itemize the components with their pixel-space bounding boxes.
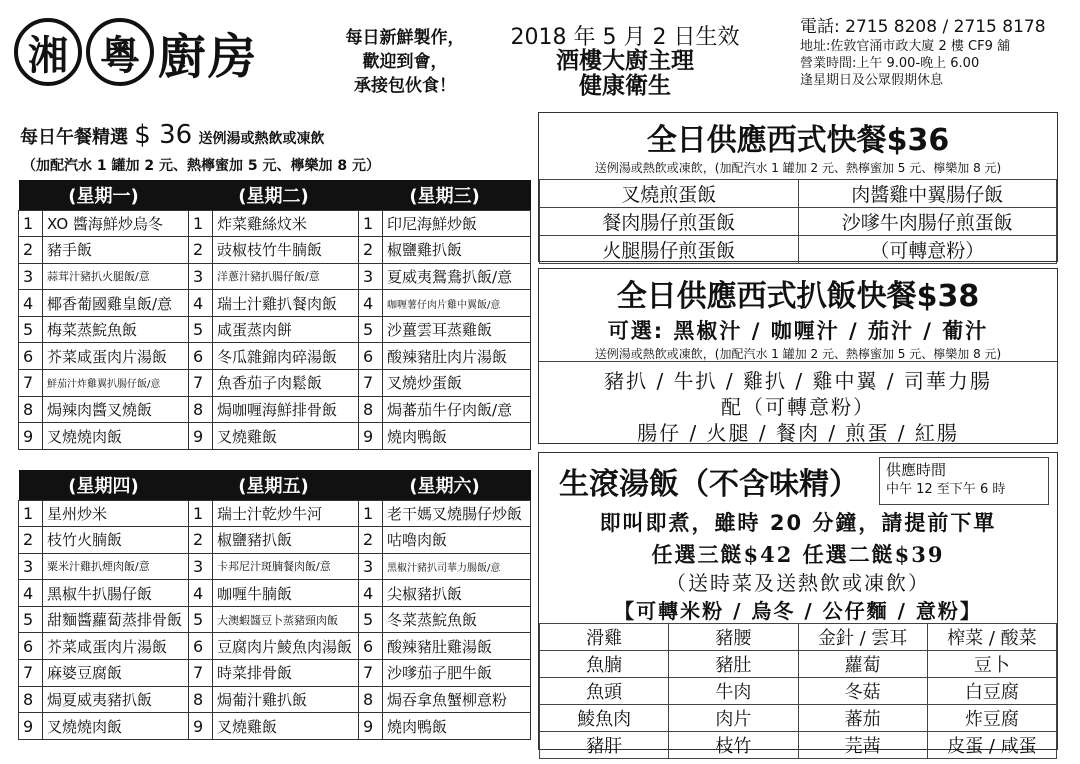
dish-name: 炸菜雞絲炆米 <box>213 210 359 237</box>
dish-number: 9 <box>189 423 213 450</box>
address: 地址:佐敦官涌市政大廈 2 樓 CF9 舖 <box>800 39 1011 54</box>
table-row <box>540 732 1057 759</box>
dish-name: 甜麵醬蘿蔔蒸排骨飯 <box>43 606 189 633</box>
day-header: (星期三) <box>359 180 531 210</box>
dish-number: 9 <box>19 713 43 740</box>
table-row <box>19 370 531 397</box>
menu-item: 滑雞 <box>540 624 669 651</box>
dish-number: 9 <box>189 713 213 740</box>
dish-name: 魚香茄子肉鬆飯 <box>213 370 359 397</box>
menu-item: 肉片 <box>669 705 798 732</box>
dish-name: 咸蛋蒸肉餅 <box>213 316 359 343</box>
dish-number: 6 <box>359 343 383 370</box>
dish-number: 4 <box>359 580 383 607</box>
dish-name: 黑椒牛扒腸仔飯 <box>43 580 189 607</box>
dish-name: 叉燒雞飯 <box>213 423 359 450</box>
steak-title: 全日供應西式扒飯快餐$38 <box>616 279 980 314</box>
menu-item: 火腿腸仔煎蛋飯 <box>540 236 799 264</box>
menu-item: 豬肚 <box>669 651 798 678</box>
dish-name: 酸辣豬肚雞湯飯 <box>383 633 531 660</box>
dish-name: 咕嚕肉飯 <box>383 527 531 554</box>
dish-name: 焗葡汁雞扒飯 <box>213 686 359 713</box>
menu-item: 肉醬雞中翼腸仔飯 <box>798 180 1057 208</box>
lunch-title-text: 每日午餐精選 <box>20 127 128 148</box>
dish-number: 4 <box>19 580 43 607</box>
soup-items-grid <box>539 623 1057 759</box>
dish-name: 星州炒米 <box>43 500 189 527</box>
table-row <box>540 208 1057 236</box>
dish-name: 叉燒炒蛋飯 <box>383 370 531 397</box>
dish-name: 夏威夷鴛鴦扒飯/意 <box>383 263 531 290</box>
divider <box>539 361 1057 362</box>
dish-number: 4 <box>359 290 383 317</box>
weekday-menu-table-thu-sat <box>18 470 531 740</box>
table-row <box>19 343 531 370</box>
dish-name: 焗蕃茄牛仔肉飯/意 <box>383 396 531 423</box>
menu-item: 餐肉腸仔煎蛋飯 <box>540 208 799 236</box>
dish-number: 4 <box>189 290 213 317</box>
lunch-title <box>20 120 324 150</box>
dish-number: 1 <box>359 210 383 237</box>
hygiene-line: 健康衛生 <box>579 72 671 99</box>
dish-number: 4 <box>19 290 43 317</box>
dish-number: 5 <box>189 606 213 633</box>
dish-number: 9 <box>359 423 383 450</box>
table-row <box>19 553 531 580</box>
table-row <box>540 624 1057 651</box>
phone-numbers: 電話: 2715 8208 / 2715 8178 <box>800 17 1046 37</box>
dish-name: 時菜排骨飯 <box>213 660 359 687</box>
dish-name: 粟米汁雞扒煙肉飯/意 <box>43 553 189 580</box>
dish-name: 燒肉鴨飯 <box>383 713 531 740</box>
dish-number: 7 <box>359 660 383 687</box>
table-row <box>19 237 531 264</box>
dish-number: 9 <box>359 713 383 740</box>
steak-note: 送例湯或熱飲或凍飲，(加配汽水 1 罐加 2 元、熱檸蜜加 5 元、檸樂加 8 元) <box>594 347 1002 361</box>
table-row <box>19 633 531 660</box>
dish-name: 枝竹火腩飯 <box>43 527 189 554</box>
dish-number: 7 <box>189 370 213 397</box>
table-row <box>540 651 1057 678</box>
dish-number: 3 <box>189 553 213 580</box>
dish-name: 咖喱薯仔肉片雞中翼飯/意 <box>383 290 531 317</box>
menu-item: 魚頭 <box>540 678 669 705</box>
dish-number: 2 <box>189 527 213 554</box>
steak-sauce-options: 可選: 黑椒汁 / 咖喱汁 / 茄汁 / 葡汁 <box>607 319 989 343</box>
logo-text: 廚房 <box>158 28 259 85</box>
service-time-value: 中午 12 至下午 6 時 <box>886 482 1006 497</box>
table-row <box>19 686 531 713</box>
dish-name: 豬手飯 <box>43 237 189 264</box>
table-row <box>540 705 1057 732</box>
dish-name: 瑞士汁雞扒餐肉飯 <box>213 290 359 317</box>
dish-number: 6 <box>359 633 383 660</box>
dish-name: 冬瓜雜錦肉碎湯飯 <box>213 343 359 370</box>
slogan <box>330 26 480 98</box>
dish-name: 老干媽叉燒腸仔炒飯 <box>383 500 531 527</box>
dish-number: 4 <box>189 580 213 607</box>
dish-name: 卡邦尼汁斑腩餐肉飯/意 <box>213 553 359 580</box>
dish-number: 1 <box>189 210 213 237</box>
dish-number: 7 <box>359 370 383 397</box>
dish-name: 椰香葡國雞皇飯/意 <box>43 290 189 317</box>
noodle-options: 【可轉米粉 / 烏冬 / 公仔麵 / 意粉】 <box>614 599 982 623</box>
dish-name: 燒肉鴨飯 <box>383 423 531 450</box>
dish-number: 1 <box>19 210 43 237</box>
dish-name: 咖喱牛腩飯 <box>213 580 359 607</box>
menu-item: 蘿蔔 <box>798 651 927 678</box>
dish-number: 8 <box>189 396 213 423</box>
business-hours: 營業時間:上午 9.00-晚上 6.00 <box>800 56 980 71</box>
dish-name: XO 醬海鮮炒烏冬 <box>43 210 189 237</box>
table-row <box>19 210 531 237</box>
western-fast-food-panel <box>538 112 1058 262</box>
dish-number: 5 <box>189 316 213 343</box>
dish-name: 芥菜咸蛋肉片湯飯 <box>43 343 189 370</box>
day-header: (星期六) <box>359 470 531 500</box>
table-row <box>19 423 531 450</box>
dish-number: 3 <box>19 553 43 580</box>
table-row <box>19 606 531 633</box>
chef-tagline <box>505 48 745 98</box>
dish-number: 7 <box>19 370 43 397</box>
steak-pasta-option: 配（可轉意粉） <box>721 395 875 419</box>
lunch-price: $ 36 <box>134 120 193 150</box>
dish-number: 5 <box>359 606 383 633</box>
dish-name: 梅菜蒸鯇魚飯 <box>43 316 189 343</box>
dish-number: 8 <box>19 396 43 423</box>
menu-item: 魚腩 <box>540 651 669 678</box>
dish-name: 尖椒豬扒飯 <box>383 580 531 607</box>
dish-name: 沙薑雲耳蒸雞飯 <box>383 316 531 343</box>
menu-item: 沙嗲牛肉腸仔煎蛋飯 <box>798 208 1057 236</box>
steak-side-options: 腸仔 / 火腿 / 餐肉 / 煎蛋 / 紅腸 <box>637 421 959 445</box>
dish-name: 叉燒燒肉飯 <box>43 713 189 740</box>
menu-item: 炸豆腐 <box>927 705 1056 732</box>
menu-item: 豬腰 <box>669 624 798 651</box>
table-row <box>19 527 531 554</box>
table-row <box>19 290 531 317</box>
western-title: 全日供應西式快餐$36 <box>646 123 950 158</box>
dish-number: 3 <box>359 553 383 580</box>
dish-number: 8 <box>359 396 383 423</box>
table-row <box>19 660 531 687</box>
service-time-box <box>879 457 1049 505</box>
menu-item: 枝竹 <box>669 732 798 759</box>
slogan-line: 承接包伙食！ <box>354 76 456 96</box>
dish-name: 叉燒雞飯 <box>213 713 359 740</box>
dish-name: 椒鹽豬扒飯 <box>213 527 359 554</box>
chef-line: 酒樓大廚主理 <box>556 47 694 74</box>
western-note: 送例湯或熱飲或凍飲，(加配汽水 1 罐加 2 元、熱檸蜜加 5 元、檸樂加 8 元) <box>594 161 1002 175</box>
menu-item: 豆卜 <box>927 651 1056 678</box>
dish-number: 9 <box>19 423 43 450</box>
logo-circle-yue: 粵 <box>86 18 154 86</box>
dish-name: 沙嗲茄子肥牛飯 <box>383 660 531 687</box>
contact-info <box>800 16 1070 89</box>
dish-number: 5 <box>359 316 383 343</box>
dish-number: 2 <box>359 237 383 264</box>
dish-name: 麻婆豆腐飯 <box>43 660 189 687</box>
dish-number: 6 <box>19 633 43 660</box>
table-row <box>540 678 1057 705</box>
menu-item: 鯪魚肉 <box>540 705 669 732</box>
table-row <box>19 396 531 423</box>
dish-number: 3 <box>189 263 213 290</box>
dish-name: 芥菜咸蛋肉片湯飯 <box>43 633 189 660</box>
dish-number: 6 <box>19 343 43 370</box>
menu-item: 金針 / 雲耳 <box>798 624 927 651</box>
dish-name: 豆腐肉片鯪魚肉湯飯 <box>213 633 359 660</box>
dish-number: 1 <box>359 500 383 527</box>
dish-name: 鮮茄汁炸雞翼扒腸仔飯/意 <box>43 370 189 397</box>
table-row <box>19 713 531 740</box>
menu-item: 芫茜 <box>798 732 927 759</box>
menu-item: 蕃茄 <box>798 705 927 732</box>
menu-item: 白豆腐 <box>927 678 1056 705</box>
dish-name: 焗吞拿魚蟹柳意粉 <box>383 686 531 713</box>
slogan-line: 每日新鮮製作， <box>345 28 465 48</box>
combo-prices: 任選三餸$42 任選二餸$39 <box>651 542 945 567</box>
dish-number: 6 <box>189 633 213 660</box>
dish-name: 蒜茸汁豬扒火腿飯/意 <box>43 263 189 290</box>
dish-name: 印尼海鮮炒飯 <box>383 210 531 237</box>
western-items-grid <box>539 179 1057 264</box>
dish-name: 酸辣豬肚肉片湯飯 <box>383 343 531 370</box>
steak-rice-panel <box>538 268 1058 444</box>
dish-number: 5 <box>19 316 43 343</box>
table-row <box>540 236 1057 264</box>
dish-name: 焗咖喱海鮮排骨飯 <box>213 396 359 423</box>
dish-number: 2 <box>19 527 43 554</box>
day-header: (星期四) <box>19 470 189 500</box>
logo-circle-xiang: 湘 <box>14 18 82 86</box>
dish-number: 1 <box>189 500 213 527</box>
day-header: (星期二) <box>189 180 359 210</box>
soup-title: 生滾湯飯（不含味精） <box>559 467 859 502</box>
wait-notice: 即叫即煮，雖時 20 分鐘，請提前下單 <box>599 511 997 535</box>
dish-name: 大澳蝦醬豆卜蒸豬頸肉飯 <box>213 606 359 633</box>
dish-number: 2 <box>19 237 43 264</box>
slogan-line: 歡迎到會， <box>362 52 448 72</box>
dish-number: 8 <box>189 686 213 713</box>
menu-item: （可轉意粉） <box>798 236 1057 264</box>
menu-item: 冬菇 <box>798 678 927 705</box>
menu-item: 榨菜 / 酸菜 <box>927 624 1056 651</box>
effective-date: 2018 年 5 月 2 日生效 <box>510 25 740 50</box>
dish-number: 8 <box>19 686 43 713</box>
menu-item: 皮蛋 / 咸蛋 <box>927 732 1056 759</box>
holiday-notice: 逢星期日及公眾假期休息 <box>800 73 944 88</box>
weekday-menu-table-mon-wed <box>18 180 531 450</box>
dish-number: 5 <box>19 606 43 633</box>
menu-item: 牛肉 <box>669 678 798 705</box>
dish-number: 6 <box>189 343 213 370</box>
dish-name: 黑椒汁豬扒司華力腸飯/意 <box>383 553 531 580</box>
day-header: (星期五) <box>189 470 359 500</box>
menu-item: 豬肝 <box>540 732 669 759</box>
day-header: (星期一) <box>19 180 189 210</box>
lunch-addon-note: （加配汽水 1 罐加 2 元、熱檸蜜加 5 元、檸樂加 8 元） <box>22 158 380 174</box>
steak-meat-options: 豬扒 / 牛扒 / 雞扒 / 雞中翼 / 司華力腸 <box>604 369 992 393</box>
dish-name: 焗辣肉醬叉燒飯 <box>43 396 189 423</box>
service-time-label: 供應時間 <box>886 461 947 479</box>
dish-number: 3 <box>19 263 43 290</box>
dish-name: 椒鹽雞扒飯 <box>383 237 531 264</box>
table-row <box>19 580 531 607</box>
lunch-note: 送例湯或熱飲或凍飲 <box>198 131 325 147</box>
soup-rice-panel <box>538 452 1058 757</box>
dish-number: 2 <box>189 237 213 264</box>
dish-number: 7 <box>189 660 213 687</box>
table-row <box>19 316 531 343</box>
dish-number: 8 <box>359 686 383 713</box>
dish-name: 叉燒燒肉飯 <box>43 423 189 450</box>
restaurant-logo <box>14 12 344 92</box>
combo-note: （送時菜及送熱飲或凍飲） <box>666 571 930 595</box>
table-row <box>19 263 531 290</box>
dish-name: 洋蔥汁豬扒腸仔飯/意 <box>213 263 359 290</box>
dish-name: 冬菜蒸鯇魚飯 <box>383 606 531 633</box>
dish-number: 1 <box>19 500 43 527</box>
dish-name: 瑞士汁乾炒牛河 <box>213 500 359 527</box>
menu-item: 叉燒煎蛋飯 <box>540 180 799 208</box>
dish-number: 7 <box>19 660 43 687</box>
dish-name: 豉椒枝竹牛腩飯 <box>213 237 359 264</box>
dish-number: 2 <box>359 527 383 554</box>
table-row <box>19 500 531 527</box>
table-row <box>540 180 1057 208</box>
dish-name: 焗夏威夷豬扒飯 <box>43 686 189 713</box>
dish-number: 3 <box>359 263 383 290</box>
